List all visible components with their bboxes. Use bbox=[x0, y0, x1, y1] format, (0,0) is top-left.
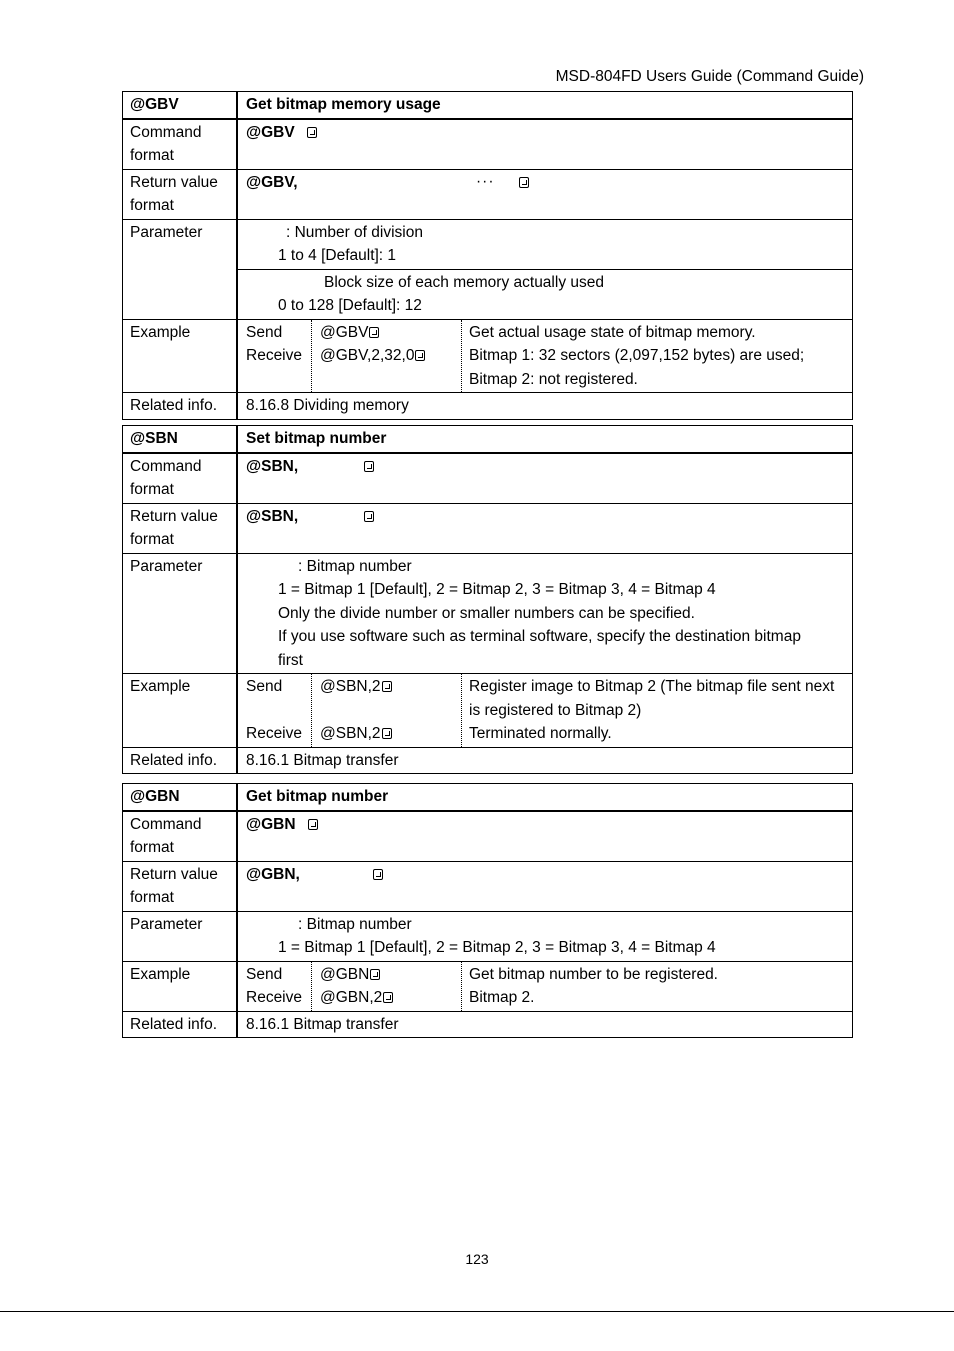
return-key-icon bbox=[382, 728, 392, 739]
related-info-row: Related info. 8.16.8 Dividing memory bbox=[122, 393, 853, 420]
receive-command: @GBN,2 bbox=[320, 989, 383, 1006]
return-format: @SBN, bbox=[246, 507, 299, 525]
return-key-icon bbox=[307, 127, 317, 138]
return-key-icon bbox=[519, 177, 529, 188]
return-key-icon bbox=[369, 327, 379, 338]
table-header-row bbox=[122, 425, 853, 454]
receive-command: @SBN,2 bbox=[320, 725, 381, 742]
related-info: 8.16.1 Bitmap transfer bbox=[246, 1015, 399, 1033]
example-row: Example Send Receive @SBN,2 @SBN,2 Register image to Bitmap 2 (The bitmap file sent next is registered to Bitmap 2) Terminated normally. bbox=[122, 674, 853, 748]
command-format-row: Command format @GBN bbox=[122, 812, 853, 862]
parameter-row: Parameter : Number of division 1 to 4 [Default]: 1 Block size of each memory actually used 0 to 128 [Default]: 12 bbox=[122, 220, 853, 320]
parameter-row: Parameter : Bitmap number 1 = Bitmap 1 [Default], 2 = Bitmap 2, 3 = Bitmap 3, 4 = Bitmap 4 Only the divide number or smaller numbers can be specified. If you use software such as terminal software, specify the destination bitmap first bbox=[122, 554, 853, 675]
command-code: @GBV bbox=[123, 92, 238, 118]
page-header: MSD-804FD Users Guide (Command Guide) bbox=[555, 68, 864, 85]
receive-command: @GBV,2,32,0 bbox=[320, 347, 415, 364]
related-info-row: Related info. 8.16.1 Bitmap transfer bbox=[122, 1012, 853, 1039]
return-key-icon bbox=[415, 350, 425, 361]
return-key-icon bbox=[373, 869, 383, 880]
table-header-row bbox=[122, 783, 853, 812]
sbn-command-table bbox=[122, 425, 853, 774]
footer-divider bbox=[0, 1311, 954, 1312]
return-format: @GBN, bbox=[246, 865, 300, 883]
command-format: @SBN, bbox=[246, 457, 299, 475]
send-command: @GBV bbox=[320, 323, 369, 341]
related-info-row: Related info. 8.16.1 Bitmap transfer bbox=[122, 748, 853, 775]
return-format-row: Return value format @SBN, bbox=[122, 504, 853, 554]
command-title: Set bitmap number bbox=[246, 430, 387, 447]
example-row: Example Send Receive @GBN @GBN,2 Get bitmap number to be registered. Bitmap 2. bbox=[122, 962, 853, 1012]
return-key-icon bbox=[370, 969, 380, 980]
command-format-row: Command format @SBN, bbox=[122, 454, 853, 504]
return-key-icon bbox=[364, 511, 374, 522]
command-format: @GBN bbox=[246, 815, 296, 833]
command-code: @GBN bbox=[123, 784, 238, 810]
return-format-row: Return value format @GBV, ··· bbox=[122, 170, 853, 220]
return-key-icon bbox=[383, 992, 393, 1003]
command-format: @GBV bbox=[246, 123, 295, 141]
return-format: @GBV, bbox=[246, 173, 298, 191]
related-info: 8.16.1 Bitmap transfer bbox=[246, 751, 399, 769]
gbv-command-table bbox=[122, 91, 853, 420]
ellipsis: ··· bbox=[476, 172, 495, 190]
return-key-icon bbox=[308, 819, 318, 830]
send-command: @SBN,2 bbox=[320, 678, 381, 695]
related-info: 8.16.8 Dividing memory bbox=[246, 397, 409, 414]
command-title: Get bitmap number bbox=[246, 788, 389, 805]
return-format-row: Return value format @GBN, bbox=[122, 862, 853, 912]
return-key-icon bbox=[364, 461, 374, 472]
command-format-row: Command format @GBV bbox=[122, 120, 853, 170]
example-row: Example Send Receive @GBV @GBV,2,32,0 Get actual usage state of bitmap memory. Bitmap 1: 32 sectors (2,097,152 bytes) are used; Bitmap 2: not registered. bbox=[122, 320, 853, 394]
command-title: Get bitmap memory usage bbox=[246, 96, 441, 113]
send-command: @GBN bbox=[320, 965, 370, 983]
gbn-command-table bbox=[122, 783, 853, 1038]
page-number: 123 bbox=[465, 1251, 489, 1267]
parameter-row: Parameter : Bitmap number 1 = Bitmap 1 [Default], 2 = Bitmap 2, 3 = Bitmap 3, 4 = Bitmap 4 bbox=[122, 912, 853, 962]
table-header-row bbox=[122, 91, 853, 120]
return-key-icon bbox=[382, 681, 392, 692]
command-code: @SBN bbox=[123, 426, 238, 452]
